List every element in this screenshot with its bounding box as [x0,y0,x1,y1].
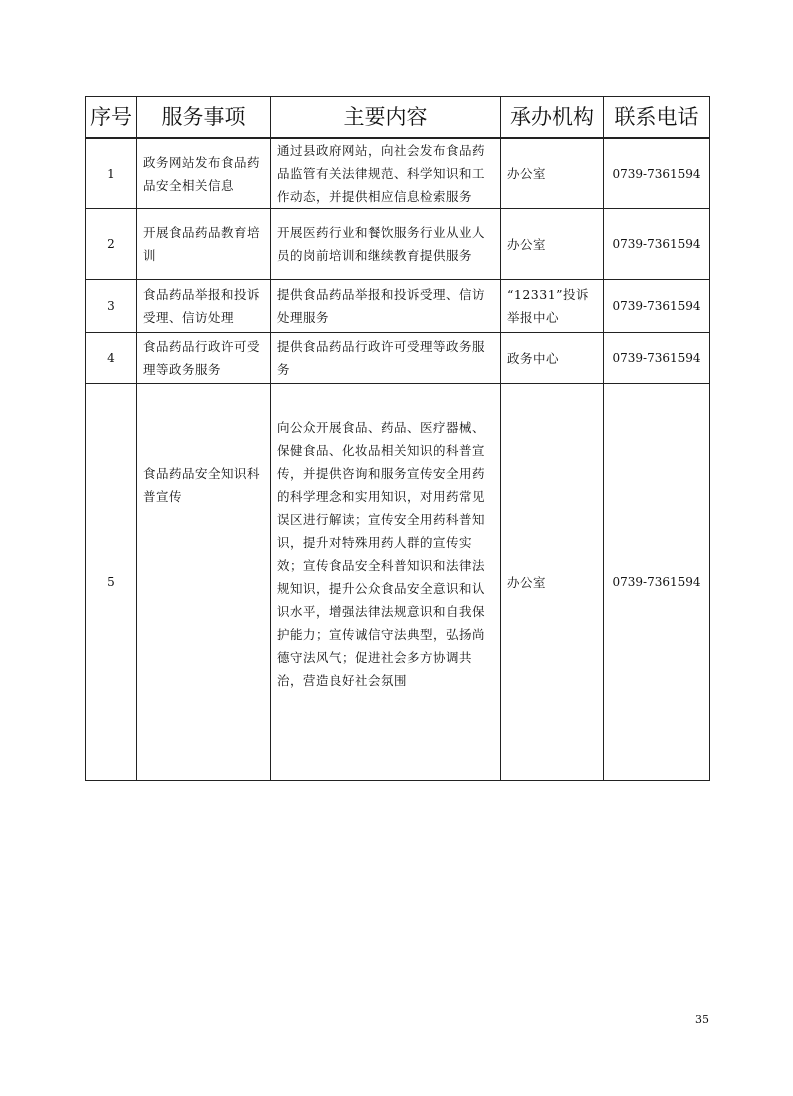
row-org: 办公室 [501,138,604,209]
row-item: 开展食品药品教育培训 [137,209,271,280]
row-phone: 0739-7361594 [604,280,710,333]
row-phone: 0739-7361594 [604,384,710,781]
service-table [85,96,710,781]
table-row [86,333,710,384]
row-phone: 0739-7361594 [604,333,710,384]
table-header-row [86,97,710,139]
page-number: 35 [695,1013,709,1026]
row-no: 1 [86,138,137,209]
row-item: 食品药品举报和投诉受理、信访处理 [137,280,271,333]
row-no: 5 [86,384,137,781]
row-org: 办公室 [501,384,604,781]
header-item: 服务事项 [137,97,271,139]
row-content: 提供食品药品举报和投诉受理、信访处理服务 [271,280,501,333]
row-phone: 0739-7361594 [604,209,710,280]
table-row [86,138,710,209]
header-org: 承办机构 [501,97,604,139]
row-item: 食品药品行政许可受理等政务服务 [137,333,271,384]
header-phone: 联系电话 [604,97,710,139]
row-content: 向公众开展食品、药品、医疗器械、保健食品、化妆品相关知识的科普宣传，并提供咨询和服务宣传安全用药的科学理念和实用知识，对用药常见误区进行解读；宣传安全用药科普知识，提升对特殊用药人群的宣传实效；宣传食品安全科普知识和法律法规知识，提升公众食品安全意识和认识水平，增强法律法规意识和自我保护能力；宣传诚信守法典型，弘扬尚德守法风气；促进社会多方协调共治，营造良好社会氛围 [271,384,501,781]
row-no: 4 [86,333,137,384]
table-row [86,280,710,333]
row-phone: 0739-7361594 [604,138,710,209]
row-org: 政务中心 [501,333,604,384]
row-item: 政务网站发布食品药品安全相关信息 [137,138,271,209]
table-row [86,384,710,781]
header-no: 序号 [86,97,137,139]
row-org: “12331”投诉举报中心 [501,280,604,333]
row-content: 提供食品药品行政许可受理等政务服务 [271,333,501,384]
row-no: 2 [86,209,137,280]
row-content: 开展医药行业和餐饮服务行业从业人员的岗前培训和继续教育提供服务 [271,209,501,280]
row-item: 食品药品安全知识科普宣传 [137,384,271,781]
row-org: 办公室 [501,209,604,280]
table-row [86,209,710,280]
row-no: 3 [86,280,137,333]
header-content: 主要内容 [271,97,501,139]
row-content: 通过县政府网站，向社会发布食品药品监管有关法律规范、科学知识和工作动态，并提供相应信息检索服务 [271,138,501,209]
